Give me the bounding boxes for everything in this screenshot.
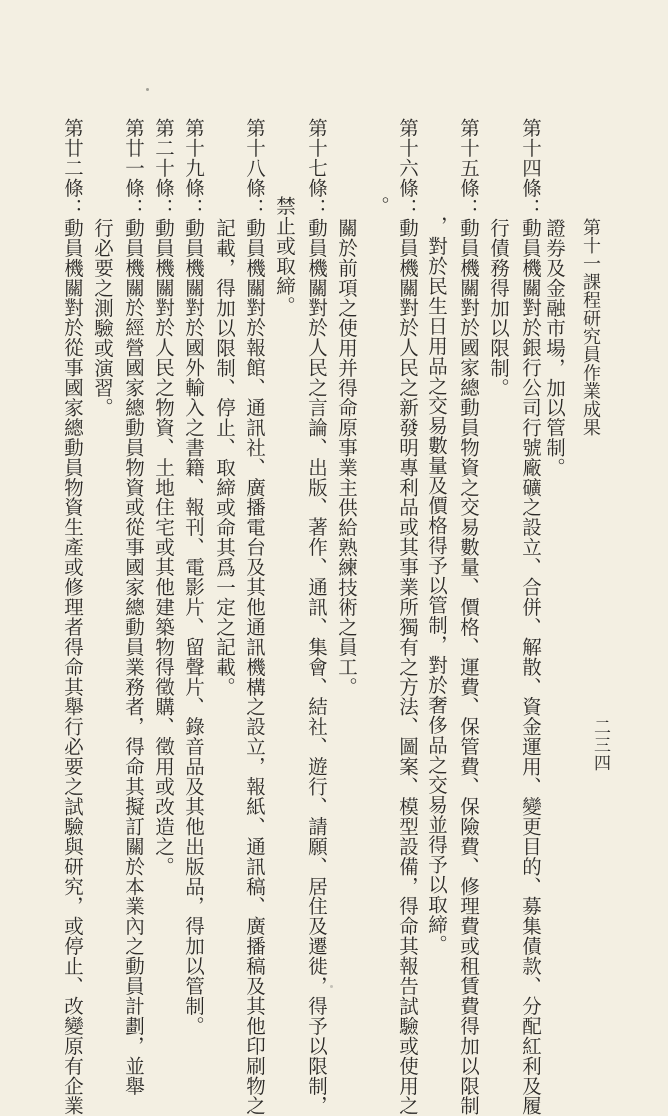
text-column-3: 行債務得加以限制。 bbox=[487, 218, 510, 398]
text-column-12: 記載，得加以限制、停止、取締或命其爲一定之記載。 bbox=[213, 218, 236, 697]
article-20: 第二十條：動員機關對於人民之物資、土地住宅或其他建築物得徵購、徵用或改造之。 bbox=[152, 118, 175, 877]
paper-speck bbox=[146, 88, 149, 91]
page-number: 二三四 bbox=[590, 718, 610, 772]
text-column-7: 。 bbox=[367, 196, 390, 216]
article-18: 第十八條：動員機關對於報館、通訊社、廣播電台及其他通訊機構之設立，報紙、通訊稿、廣播稿及其他印刷物之 bbox=[243, 118, 266, 1116]
article-15: 第十五條：動員機關對於國家總動員物資之交易數量、價格、運費、保管費、保險費、修理費或租賃費得加以限制 bbox=[457, 118, 480, 1116]
article-16: 第十六條：動員機關對於人民之新發明專利品或其事業所獨有之方法、圖案、模型設備，得命其報告試驗或使用之 bbox=[396, 118, 419, 1116]
text-column-10: 禁止或取締。 bbox=[273, 196, 296, 316]
paper-speck bbox=[330, 985, 333, 988]
article-14: 第十四條：動員機關對於銀行公司行號廠礦之設立、合併、解散、資金運用、變更目的、募集債款、分配紅利及履 bbox=[519, 118, 542, 1116]
article-19: 第十九條：動員機關對於國外輸入之書籍、報刊、電影片、留聲片、錄音品及其他出版品，得加以管制。 bbox=[182, 118, 205, 1036]
page-header-title: 第十一課程研究員作業成果 bbox=[580, 218, 601, 437]
article-17: 第十七條：動員機關對於人民之言論、出版、著作、通訊、集會、結社、遊行、請願、居住及遷徙，得予以限制， bbox=[305, 118, 328, 1116]
article-22: 第廿二條：動員機關對於從事國家總動員物資生產或修理者得命其舉行必要之試驗與研究，或停止、改變原有企業 bbox=[61, 118, 84, 1116]
text-column-1: 證券及金融市場，加以管制。 bbox=[543, 218, 566, 478]
article-21: 第廿一條：動員機關於經營國家總動員物資或從事國家總動員業務者，得命其擬訂關於本業內之動員計劃，並舉 bbox=[122, 118, 145, 1096]
text-column-5: ，對於民生日用品之交易數量及價格得予以管制，對於奢侈品之交易並得予以取締。 bbox=[425, 216, 448, 955]
text-column-8: 關於前項之使用并得命原事業主供給熟練技術之員工。 bbox=[335, 218, 358, 697]
text-column-16: 行必要之測驗或演習。 bbox=[91, 218, 114, 418]
